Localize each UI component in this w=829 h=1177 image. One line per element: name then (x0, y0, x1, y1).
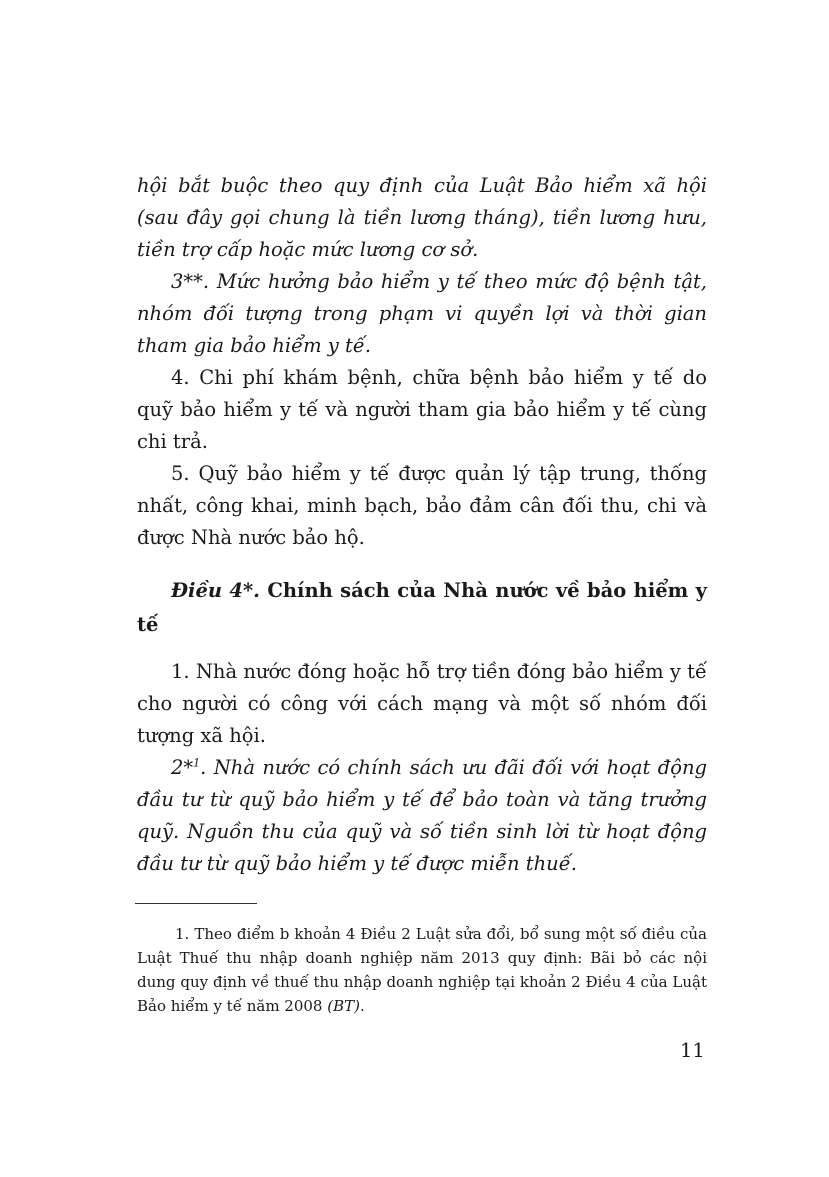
paragraph-item-4: 4. Chi phí khám bệnh, chữa bệnh bảo hiểm y tế do quỹ bảo hiểm y tế và người tham gia bảo hiểm y tế cùng chi trả. (137, 366, 707, 453)
footnote-text: 1. Theo điểm b khoản 4 Điều 2 Luật sửa đổi, bổ sung một số điều của Luật Thuế thu nhập doanh nghiệp năm 2013 quy định: Bãi bỏ các nội dung quy định về thuế thu nhập doanh nghiệp tại khoản 2 Điều 4 của Luật Bảo hiểm y tế năm 2008 (137, 925, 707, 1015)
paragraph-item-3: 3**. Mức hưởng bảo hiểm y tế theo mức độ bệnh tật, nhóm đối tượng trong phạm vi quyền lợi và thời gian tham gia bảo hiểm y tế. (137, 270, 707, 357)
paragraph-item-5: 5. Quỹ bảo hiểm y tế được quản lý tập trung, thống nhất, công khai, minh bạch, bảo đảm cân đối thu, chi và được Nhà nước bảo hộ. (137, 462, 707, 549)
footnote-source: (BT) (327, 997, 360, 1015)
footnote-divider (135, 903, 257, 904)
page-number: 11 (680, 1039, 705, 1062)
footnote-ref[interactable]: 1 (193, 756, 201, 770)
article-item-1: 1. Nhà nước đóng hoặc hỗ trợ tiền đóng bảo hiểm y tế cho người có công với cách mạng và một số nhóm đối tượng xã hội. (137, 660, 707, 747)
article-heading (137, 574, 707, 642)
article-item-2 (137, 752, 707, 880)
footnote (137, 922, 707, 1018)
article-title: Chính sách của Nhà nước về bảo hiểm y tế (137, 579, 707, 636)
paragraph-continuation: hội bắt buộc theo quy định của Luật Bảo hiểm xã hội (sau đây gọi chung là tiền lương tháng), tiền lương hưu, tiền trợ cấp hoặc mức lương cơ sở. (137, 174, 707, 261)
article-item-2-text: . Nhà nước có chính sách ưu đãi đối với hoạt động đầu tư từ quỹ bảo hiểm y tế để bảo toàn và tăng trưởng quỹ. Nguồn thu của quỹ và số tiền sinh lời từ hoạt động đầu tư từ quỹ bảo hiểm y tế được miễn thuế. (137, 756, 707, 875)
footnote-end: . (359, 997, 365, 1015)
article-label: Điều 4*. (171, 579, 260, 602)
page-body (137, 170, 707, 880)
article-item-2-number: 2* (171, 756, 194, 779)
